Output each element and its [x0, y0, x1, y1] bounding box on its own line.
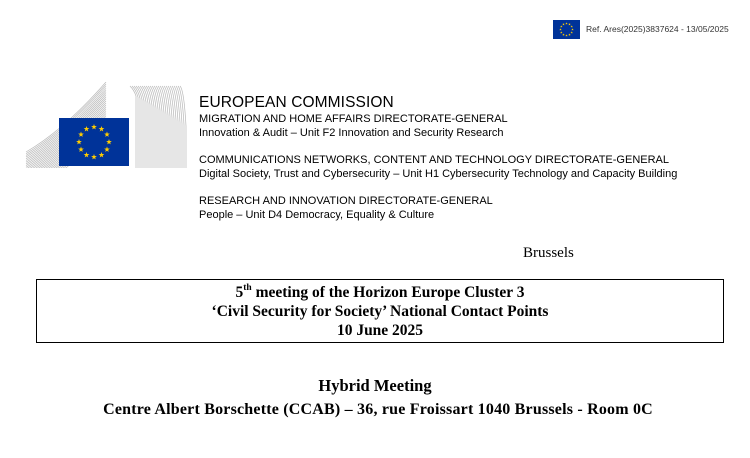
issuing-bodies-header — [199, 94, 739, 235]
directorate-name: MIGRATION AND HOME AFFAIRS DIRECTORATE-GENERAL — [199, 113, 508, 125]
unit-name: Digital Society, Trust and Cybersecurity – Unit H1 Cybersecurity Technology and Capacity Building — [199, 168, 678, 180]
meeting-ordinal-suffix: th — [243, 282, 252, 293]
reference-stamp — [553, 19, 729, 39]
reference-text: Ref. Ares(2025)3837624 - 13/05/2025 — [586, 24, 729, 34]
unit-name: People – Unit D4 Democracy, Equality & Culture — [199, 209, 435, 221]
eu-flag-icon — [553, 20, 580, 39]
meeting-subtitle: ‘Civil Security for Society’ National Contact Points — [211, 303, 549, 320]
unit-name: Innovation & Audit – Unit F2 Innovation and Security Research — [199, 127, 504, 139]
european-commission-logo — [24, 82, 192, 168]
meeting-ordinal: 5 — [235, 284, 244, 301]
meeting-title-box — [36, 279, 724, 343]
meeting-date: 10 June 2025 — [336, 322, 424, 339]
organisation-title: EUROPEAN COMMISSION — [199, 94, 394, 111]
directorate-block — [199, 194, 739, 222]
meeting-venue: Centre Albert Borschette (CCAB) – 36, rue Froissart 1040 Brussels - Room 0C — [103, 401, 653, 418]
directorate-name: COMMUNICATIONS NETWORKS, CONTENT AND TECHNOLOGY DIRECTORATE-GENERAL — [199, 154, 669, 166]
meeting-title-line — [37, 283, 723, 302]
directorate-name: RESEARCH AND INNOVATION DIRECTORATE-GENERAL — [199, 195, 493, 207]
city-location: Brussels — [523, 245, 574, 261]
meeting-format: Hybrid Meeting — [318, 376, 432, 395]
directorate-block — [199, 153, 739, 181]
directorate-block — [199, 112, 739, 140]
meeting-title-rest: meeting of the Horizon Europe Cluster 3 — [251, 284, 525, 301]
